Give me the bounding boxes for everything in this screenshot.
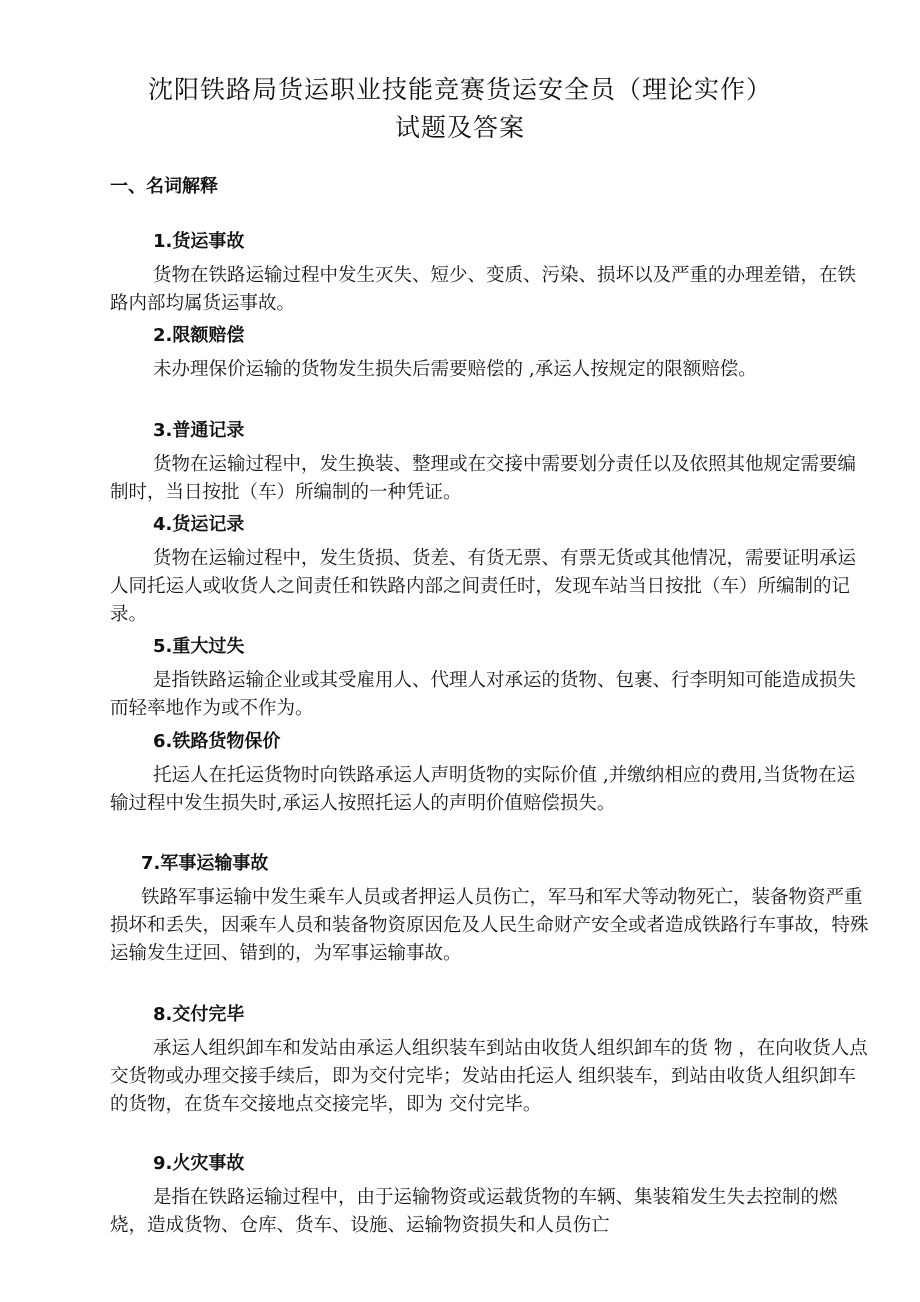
document-title-line1: 沈阳铁路局货运职业技能竞赛货运安全员（理论实作） <box>147 75 772 104</box>
term-heading-5: 5.重大过失 <box>153 636 245 657</box>
term-heading-8: 8.交付完毕 <box>153 1004 245 1025</box>
term-heading-6: 6.铁路货物保价 <box>153 731 281 752</box>
term-definition-7: 铁路军事运输中发生乘车人员或者押运人员伤亡，军马和军犬等动物死亡，装备物资严重损坏和丢失，因乘车人员和装备物资原因危及人民生命财产安全或者造成铁路行车事故，特殊运输发生迂回、错到的，为军事运输事故。 <box>110 887 869 964</box>
term-definition-6: 托运人在托运货物时向铁路承运人声明货物的实际价值 ,并缴纳相应的费用,当货物在运输过程中发生损失时,承运人按照托运人的声明价值赔偿损失。 <box>110 765 856 814</box>
term-definition-4: 货物在运输过程中，发生货损、货差、有货无票、有票无货或其他情况，需要证明承运人同托运人或收货人之间责任和铁路内部之间责任时，发现车站当日按批（车）所编制的记录。 <box>110 548 857 625</box>
term-definition-9: 是指在铁路运输过程中，由于运输物资或运载货物的车辆、集装箱发生失去控制的燃烧，造成货物、仓库、货车、设施、运输物资损失和人员伤亡 <box>110 1187 838 1236</box>
term-definition-2: 未办理保价运输的货物发生损失后需要赔偿的 ,承运人按规定的限额赔偿。 <box>153 359 757 380</box>
term-heading-7: 7.军事运输事故 <box>141 853 269 874</box>
term-definition-1: 货物在铁路运输过程中发生灭失、短少、变质、污染、损坏以及严重的办理差错，在铁路内部均属货运事故。 <box>110 265 857 314</box>
term-heading-9: 9.火灾事故 <box>153 1153 245 1174</box>
term-definition-5: 是指铁路运输企业或其受雇用人、代理人对承运的货物、包裹、行李明知可能造成损失而轻率地作为或不作为。 <box>110 670 857 719</box>
term-definition-8: 承运人组织卸车和发站由承运人组织装车到站由收货人组织卸车的货 物 ，在向收货人点交货物或办理交接手续后，即为交付完毕；发站由托运人 组织装车，到站由收货人组织卸车的货物，在货车交接地点交接完毕，即为 交付完毕。 <box>110 1038 868 1115</box>
term-heading-3: 3.普通记录 <box>153 420 245 441</box>
term-heading-1: 1.货运事故 <box>153 231 245 252</box>
term-definition-3: 货物在运输过程中，发生换装、整理或在交接中需要划分责任以及依照其他规定需要编制时，当日按批（车）所编制的一种凭证。 <box>110 454 857 503</box>
section-heading: 一、名词解释 <box>110 176 218 197</box>
term-heading-4: 4.货运记录 <box>153 514 245 535</box>
term-heading-2: 2.限额赔偿 <box>153 325 245 346</box>
document-title-line2: 试题及答案 <box>394 113 525 142</box>
